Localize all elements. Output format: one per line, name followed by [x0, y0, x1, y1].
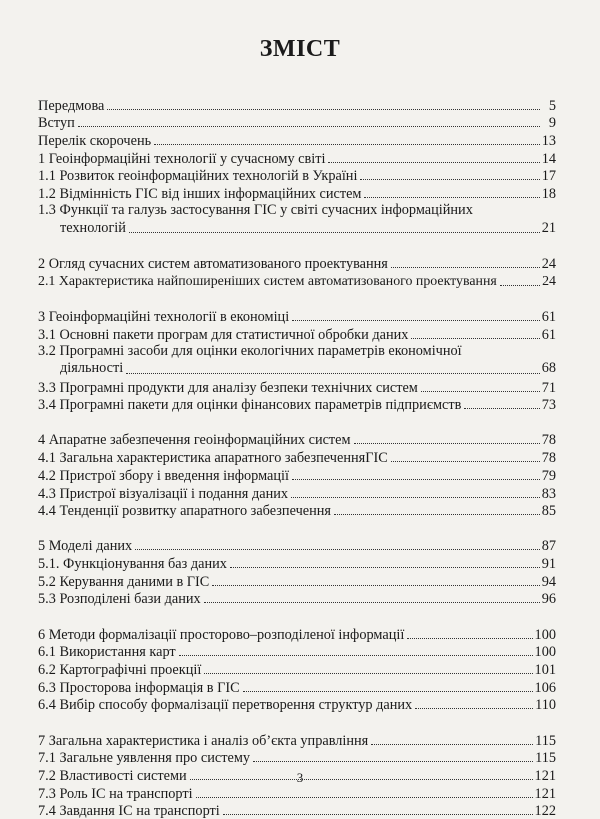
toc-leader — [243, 691, 533, 692]
toc-entry[interactable] — [38, 802, 556, 819]
toc-entry-page: 5 — [548, 97, 556, 114]
toc-entry-label: 2.1 Характеристика найпоширеніших систем автоматизованого проектування — [38, 274, 497, 289]
toc-entry-page: 106 — [534, 679, 556, 696]
toc-leader — [391, 267, 540, 268]
toc-entry-label: 6.3 Просторова інформація в ГІС — [38, 679, 240, 696]
toc-entry-page: 79 — [541, 467, 556, 484]
toc-entry-page: 78 — [541, 450, 556, 467]
toc-entry[interactable] — [38, 537, 556, 555]
toc-entry[interactable] — [38, 749, 556, 767]
toc-entry-page: 71 — [541, 379, 556, 396]
toc-entry-page: 14 — [541, 150, 556, 167]
toc-entry-label: 1 Геоінформаційні технології у сучасному світі — [38, 150, 326, 167]
toc-entry-page: 24 — [542, 274, 556, 289]
toc-entry-label: 5.2 Керування даними в ГІС — [38, 573, 210, 590]
toc-entry-page: 13 — [541, 133, 556, 150]
toc-leader — [415, 708, 533, 709]
toc-leader — [364, 197, 539, 198]
toc-entry-label: 3.4 Програмні пакети для оцінки фінансових параметрів підприємств — [38, 397, 462, 414]
toc-entry-page: 73 — [541, 397, 556, 414]
page-title: ЗМІСТ — [259, 36, 341, 62]
toc-entry[interactable] — [38, 131, 556, 149]
toc-leader — [126, 373, 540, 374]
toc-leader — [360, 179, 539, 180]
toc-entry[interactable] — [38, 343, 556, 378]
toc-leader — [421, 391, 540, 392]
toc-entry-label: 5.3 Розподілені бази даних — [38, 591, 201, 608]
toc-entry-label-continued: діяльності — [60, 360, 124, 377]
toc-entry-page: 101 — [534, 662, 556, 678]
toc-entry-label: 5 Моделі даних — [38, 538, 133, 555]
toc-entry[interactable] — [38, 272, 556, 290]
toc-entry-label-continued: технологій — [60, 219, 126, 236]
toc-entry[interactable] — [38, 625, 556, 643]
toc-leader — [204, 602, 540, 603]
toc-entry-page: 9 — [548, 115, 556, 132]
toc-entry-page: 17 — [541, 168, 556, 185]
toc-entry-page: 18 — [541, 186, 556, 203]
toc-entry-page: 115 — [535, 732, 556, 749]
toc-leader — [391, 461, 540, 462]
toc-entry[interactable] — [38, 308, 556, 326]
toc-entry-label: 3.2 Програмні засоби для оцінки екологічних параметрів економічної — [38, 342, 462, 359]
toc-entry-page: 115 — [535, 750, 556, 767]
toc-entry[interactable] — [38, 590, 556, 608]
toc-leader — [411, 338, 539, 339]
toc-entry[interactable] — [38, 149, 556, 167]
toc-entry[interactable] — [38, 396, 556, 414]
toc-entry[interactable] — [38, 572, 556, 590]
toc-entry[interactable] — [38, 554, 556, 572]
toc-entry-page: 110 — [535, 697, 556, 714]
table-of-contents — [38, 96, 556, 819]
toc-entry[interactable] — [38, 431, 556, 449]
toc-entry-label: 4.4 Тенденції розвитку апаратного забезпечення — [38, 503, 331, 520]
toc-entry-label: 6.2 Картографічні проекції — [38, 662, 202, 678]
toc-entry-label: 4 Апаратне забезпечення геоінформаційних систем — [38, 432, 351, 449]
toc-leader — [292, 320, 540, 321]
toc-entry-page: 87 — [541, 538, 556, 555]
toc-entry-label: 7.2 Властивості системи — [38, 767, 187, 784]
toc-entry-page: 24 — [541, 256, 556, 273]
toc-entry-label: 3.1 Основні пакети програм для статистичної обробки даних — [38, 326, 409, 343]
toc-entry-label: 2 Огляд сучасних систем автоматизованого проектування — [38, 256, 388, 273]
toc-entry-label: 3.3 Програмні продукти для аналізу безпеки технічних систем — [38, 379, 418, 396]
toc-leader — [407, 638, 532, 639]
toc-entry[interactable] — [38, 184, 556, 202]
toc-leader — [107, 109, 540, 110]
toc-leader — [230, 567, 540, 568]
toc-leader — [154, 144, 540, 145]
toc-entry[interactable] — [38, 325, 556, 343]
toc-entry-page: 91 — [541, 556, 556, 573]
toc-leader — [328, 162, 539, 163]
toc-entry-page: 68 — [541, 360, 556, 377]
toc-leader — [212, 585, 539, 586]
toc-entry-page: 21 — [541, 219, 556, 236]
toc-entry-label: 4.3 Пристрої візуалізації і подання даних — [38, 485, 289, 502]
toc-leader — [292, 479, 540, 480]
toc-entry-label: 7.1 Загальне уявлення про систему — [38, 750, 251, 767]
toc-entry[interactable] — [38, 484, 556, 502]
toc-entry-page: 83 — [541, 485, 556, 502]
toc-entry[interactable] — [38, 660, 556, 678]
toc-entry-label: Перелік скорочень — [38, 133, 152, 150]
toc-leader — [464, 408, 539, 409]
toc-leader — [135, 549, 540, 550]
toc-leader — [291, 497, 540, 498]
toc-entry-page: 100 — [534, 626, 556, 643]
toc-entry-page: 94 — [541, 573, 556, 590]
toc-entry-page: 121 — [534, 785, 556, 802]
toc-entry[interactable] — [38, 114, 556, 132]
toc-entry-label: 1.1 Розвиток геоінформаційних технологій в Україні — [38, 168, 358, 185]
toc-entry-page: 61 — [541, 309, 556, 326]
toc-entry[interactable] — [38, 255, 556, 273]
toc-entry-label: 3 Геоінформаційні технології в економіці — [38, 309, 290, 326]
toc-entry[interactable] — [38, 696, 556, 714]
toc-entry[interactable] — [38, 784, 556, 802]
toc-entry-page: 122 — [534, 803, 556, 819]
toc-entry[interactable] — [38, 731, 556, 749]
toc-entry-page: 96 — [541, 591, 556, 608]
toc-leader — [371, 744, 533, 745]
toc-entry-label: 1.3 Функції та галузь застосування ГІС у світі сучасних інформаційних — [38, 202, 473, 219]
toc-leader — [334, 514, 540, 515]
toc-leader — [253, 761, 533, 762]
toc-entry-label: 5.1. Функціонування баз даних — [38, 556, 227, 573]
toc-entry[interactable] — [38, 202, 556, 237]
toc-entry-label: 4.1 Загальна характеристика апаратного забезпеченняГІС — [38, 450, 388, 467]
toc-entry[interactable] — [38, 466, 556, 484]
toc-entry[interactable] — [38, 378, 556, 396]
toc-entry-label: 7.3 Роль ІС на транспорті — [38, 785, 193, 802]
toc-entry-label: Вступ — [38, 115, 75, 132]
toc-entry-label: 6 Методи формалізації просторово–розподіленої інформації — [38, 626, 405, 643]
toc-entry-label: 1.2 Відмінність ГІС від інших інформаційних систем — [38, 186, 362, 203]
toc-leader — [129, 232, 540, 233]
toc-entry[interactable] — [38, 678, 556, 696]
toc-entry[interactable] — [38, 643, 556, 661]
toc-leader — [78, 126, 540, 127]
toc-entry[interactable] — [38, 96, 556, 114]
toc-entry-label: 7 Загальна характеристика і аналіз об’єкта управління — [38, 732, 369, 749]
toc-entry[interactable] — [38, 502, 556, 520]
toc-entry-page: 78 — [541, 432, 556, 449]
toc-entry[interactable] — [38, 448, 556, 466]
toc-entry-page: 100 — [534, 644, 556, 661]
toc-leader — [223, 814, 533, 815]
page-number: 3 — [296, 770, 304, 785]
toc-entry[interactable] — [38, 167, 556, 185]
toc-entry-label: 6.4 Вибір способу формалізації перетворення структур даних — [38, 697, 413, 714]
toc-entry-page: 61 — [541, 326, 556, 343]
toc-leader — [196, 797, 533, 798]
toc-entry-page: 121 — [534, 767, 556, 784]
toc-leader — [500, 285, 540, 286]
toc-entry-label: 4.2 Пристрої збору і введення інформації — [38, 467, 289, 484]
toc-leader — [179, 655, 533, 656]
toc-leader — [204, 673, 532, 674]
toc-entry-label: Передмова — [38, 97, 105, 114]
toc-entry-label: 6.1 Використання карт — [38, 644, 176, 661]
toc-entry-page: 85 — [541, 503, 556, 520]
toc-entry-label: 7.4 Завдання ІС на транспорті — [38, 803, 220, 819]
toc-leader — [354, 443, 540, 444]
